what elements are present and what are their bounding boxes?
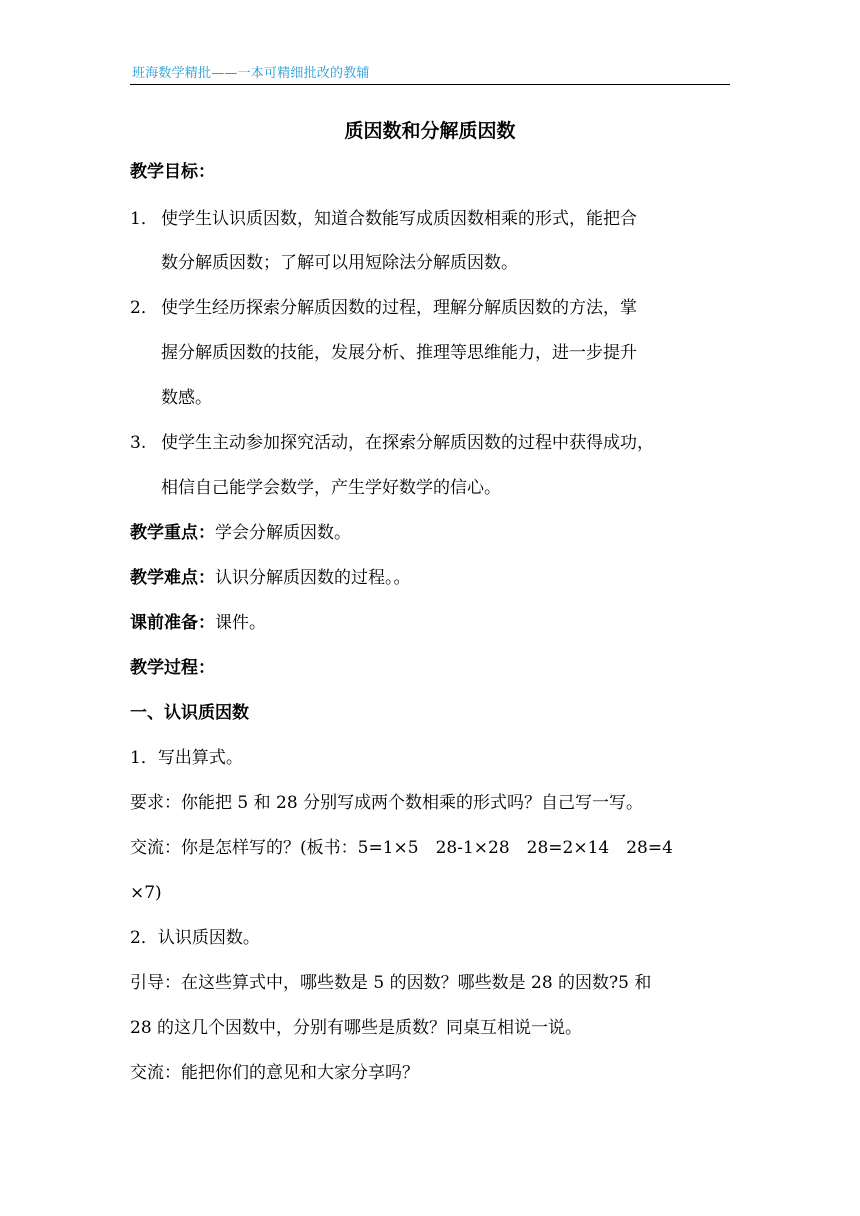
page-title: 质因数和分解质因数 <box>344 120 516 142</box>
objective-2-number: 2． <box>130 298 158 318</box>
section-1-requirement: 要求：你能把 5 和 28 分别写成两个数相乘的形式吗？自己写一写。 <box>130 793 644 813</box>
objective-1-line-1: 使学生认识质因数，知道合数能写成质因数相乘的形式，能把合 <box>161 209 637 229</box>
section-1-step-2: 2．认识质因数。 <box>130 928 260 948</box>
preparation-row <box>130 611 266 635</box>
section-1-exchange-1-line-2: ×7) <box>130 883 162 903</box>
section-1-exchange-1-line-1: 交流：你是怎样写的？(板书：5=1×5 28-1×28 28=2×14 28=4 <box>130 838 673 858</box>
objective-3-line-1: 使学生主动参加探究活动，在探索分解质因数的过程中获得成功， <box>161 433 654 453</box>
key-point-label: 教学重点： <box>130 523 215 543</box>
difficulty-text: 认识分解质因数的过程。。 <box>215 568 411 588</box>
preparation-text: 课件。 <box>215 613 266 633</box>
page-header: 班海数学精批——一本可精细批改的教辅 <box>132 66 370 81</box>
objective-3-number: 3. <box>130 433 147 453</box>
key-point-row <box>130 521 351 545</box>
section-1-guide-line-2: 28 的这几个因数中，分别有哪些是质数？同桌互相说一说。 <box>130 1018 583 1038</box>
objective-2-line-2: 握分解质因数的技能，发展分析、推理等思维能力，进一步提升 <box>161 343 637 363</box>
objective-2-line-3: 数感。 <box>161 388 212 408</box>
preparation-label: 课前准备： <box>130 613 215 633</box>
key-point-text: 学会分解质因数。 <box>215 523 351 543</box>
process-heading: 教学过程： <box>130 658 215 678</box>
objective-1-line-2: 数分解质因数；了解可以用短除法分解质因数。 <box>161 253 518 273</box>
difficulty-row <box>130 566 411 590</box>
objectives-heading: 教学目标： <box>130 162 215 182</box>
section-1-guide-line-1: 引导：在这些算式中，哪些数是 5 的因数？哪些数是 28 的因数?5 和 <box>130 973 652 993</box>
section-1-heading: 一、认识质因数 <box>130 703 249 723</box>
section-1-exchange-2: 交流：能把你们的意见和大家分享吗？ <box>130 1063 419 1083</box>
objective-3-line-2: 相信自己能学会数学，产生学好数学的信心。 <box>161 478 501 498</box>
section-1-step-1: 1．写出算式。 <box>130 748 243 768</box>
header-divider <box>130 84 730 85</box>
objective-1-number: 1． <box>130 209 158 229</box>
objective-2-line-1: 使学生经历探索分解质因数的过程，理解分解质因数的方法，掌 <box>161 298 637 318</box>
difficulty-label: 教学难点： <box>130 568 215 588</box>
